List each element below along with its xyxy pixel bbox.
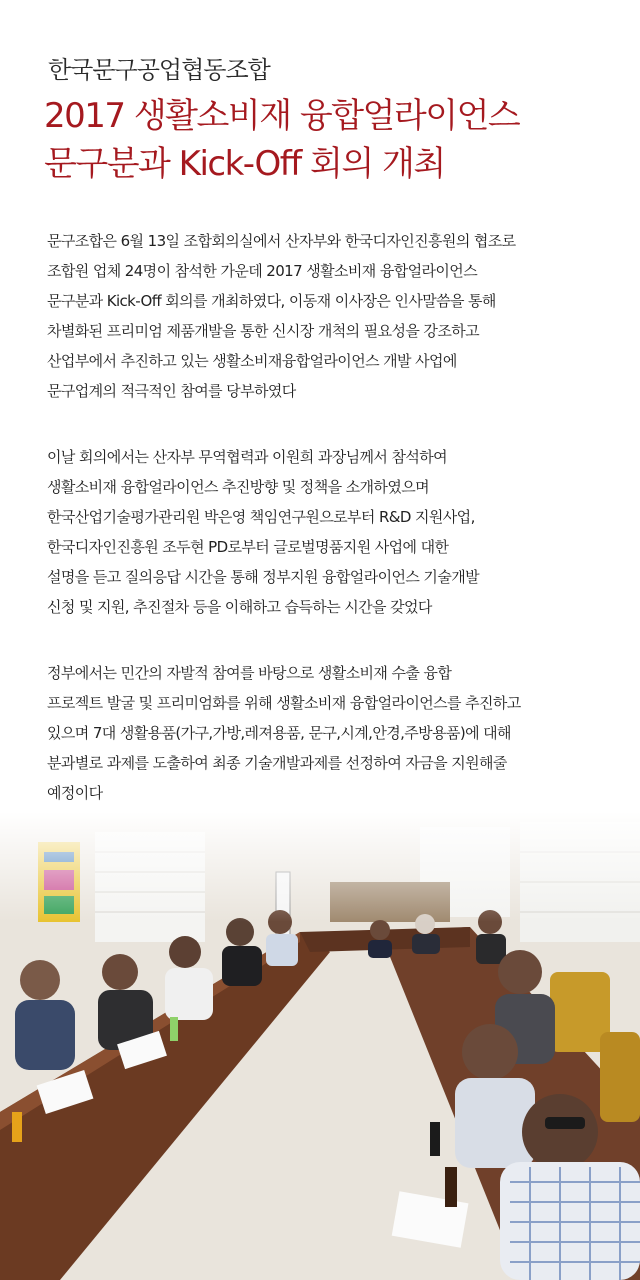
text-line: 예정이다 — [47, 784, 103, 802]
paragraph-3 — [47, 658, 617, 808]
text-line: 산업부에서 추진하고 있는 생활소비재융합얼라이언스 개발 사업에 — [47, 352, 457, 370]
text-line: 있으며 7대 생활용품(가구,가방,레져용품, 문구,시계,안경,주방용품)에 대해 — [47, 724, 511, 742]
paragraph-1 — [47, 226, 617, 406]
article-body — [47, 226, 617, 844]
text-line: 문구업계의 적극적인 참여를 당부하였다 — [47, 382, 296, 400]
text-line: 분과별로 과제를 도출하여 최종 기술개발과제를 선정하여 자금을 지원해줄 — [47, 754, 507, 772]
text-line: 문구조합은 6월 13일 조합회의실에서 산자부와 한국디자인진흥원의 협조로 — [47, 232, 516, 250]
text-line: 이날 회의에서는 산자부 무역협력과 이원희 과장님께서 참석하여 — [47, 448, 448, 466]
photo-top-fade — [0, 812, 640, 922]
text-line: 조합원 업체 24명이 참석한 가운데 2017 생활소비재 융합얼라이언스 — [47, 262, 478, 280]
text-line: 정부에서는 민간의 자발적 참여를 바탕으로 생활소비재 수출 융합 — [47, 664, 452, 682]
text-line: 한국디자인진흥원 조두현 PD로부터 글로벌명품지원 사업에 대한 — [47, 538, 449, 556]
title-line-2: 문구분과 Kick-Off 회의 개최 — [44, 144, 445, 184]
text-line: 차별화된 프리미엄 제품개발을 통한 신시장 개척의 필요성을 강조하고 — [47, 322, 479, 340]
meeting-photo — [0, 812, 640, 1280]
page-title — [44, 92, 519, 188]
text-line: 프로젝트 발굴 및 프리미엄화를 위해 생활소비재 융합얼라이언스를 추진하고 — [47, 694, 521, 712]
org-name: 한국문구공업협동조합 — [48, 56, 270, 84]
text-line: 생활소비재 융합얼라이언스 추진방향 및 정책을 소개하였으며 — [47, 478, 429, 496]
paragraph-2 — [47, 442, 617, 622]
text-line: 설명을 듣고 질의응답 시간을 통해 정부지원 융합얼라이언스 기술개발 — [47, 568, 479, 586]
text-line: 한국산업기술평가관리원 박은영 책임연구원으로부터 R&D 지원사업, — [47, 508, 475, 526]
text-line: 신청 및 지원, 추진절차 등을 이해하고 습득하는 시간을 갖었다 — [47, 598, 432, 616]
text-line: 문구분과 Kick-Off 회의를 개최하였다, 이동재 이사장은 인사말씀을 통해 — [47, 292, 496, 310]
title-line-1: 2017 생활소비재 융합얼라이언스 — [44, 96, 520, 136]
